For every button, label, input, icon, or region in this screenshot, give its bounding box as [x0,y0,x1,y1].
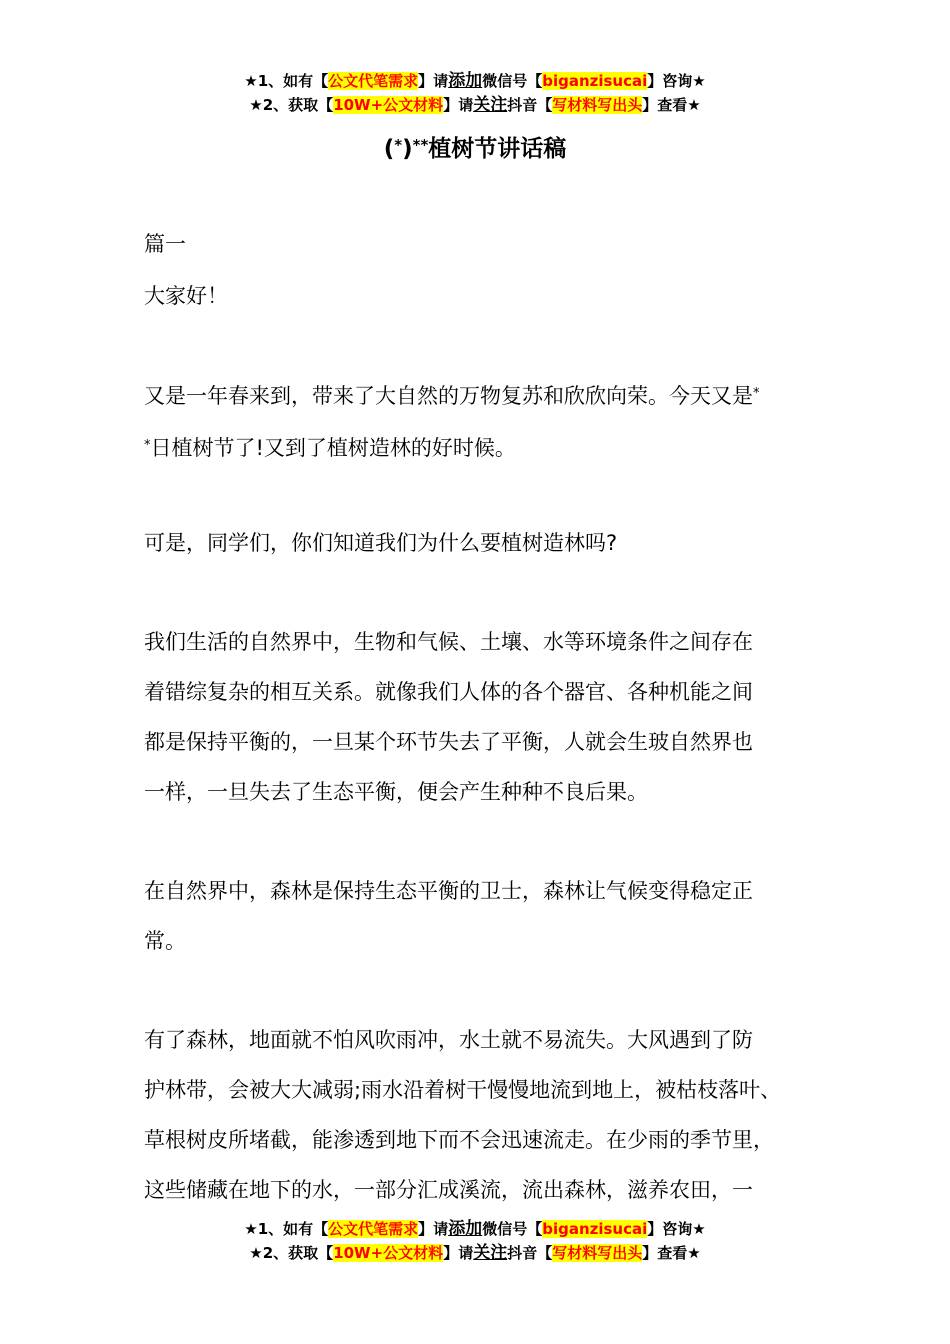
banner-text: 】咨询★ [647,72,706,90]
paragraph-line: 都是保持平衡的，一旦某个环节失去了平衡，人就会生玻自然界也 [144,730,753,754]
highlight-materials: 10W+公文材料 [333,1244,444,1262]
banner-text: 抖音【 [507,1244,553,1262]
paragraph-line: 我们生活的自然界中，生物和气候、土壤、水等环境条件之间存在 [144,630,753,654]
banner-text: 】查看★ [642,96,701,114]
banner-text: 】咨询★ [647,1220,706,1238]
paragraph-line: 草根树皮所堵截，能渗透到地下而不会迅速流走。在少雨的季节里， [144,1128,774,1152]
banner-text: 微信号【 [482,1220,543,1238]
banner-text: 】请 [418,1220,449,1238]
title-part: ( [383,136,395,162]
emphasis-add: 添加 [448,71,483,91]
highlight-wechat-id[interactable]: biganzisucai [542,72,648,90]
banner-text: 】请 [443,96,474,114]
highlight-materials: 10W+公文材料 [333,96,444,114]
line-text: 日植树节了!又到了植树造林的好时候。 [150,436,516,460]
paragraph-3 [144,617,834,817]
emphasis-follow: 关注 [473,1243,508,1263]
paragraph-1 [144,369,834,473]
title-placeholder: ** [412,136,429,154]
highlight-wechat-id[interactable]: biganzisucai [542,1220,648,1238]
banner-text: 微信号【 [482,72,543,90]
title-part: ) [402,136,413,162]
date-placeholder: * [753,386,760,401]
paragraph-line: 一样，一旦失去了生态平衡，便会产生种种不良后果。 [144,780,648,804]
banner-line-1 [0,69,950,93]
greeting-block [144,271,834,321]
paragraph-line: 有了森林，地面就不怕风吹雨冲，水土就不易流失。大风遇到了防 [144,1028,753,1052]
emphasis-add: 添加 [448,1219,483,1239]
section-label: 篇一 [144,232,186,256]
line-text: 又是一年春来到，带来了大自然的万物复苏和欣欣向荣。今天又是 [144,384,753,408]
banner-text: 】查看★ [642,1244,701,1262]
paragraph-line: 常。 [144,929,186,953]
title-text: 植树节讲话稿 [428,136,567,162]
banner-text: ★1、如有【 [244,1220,329,1238]
highlight-douyin-account[interactable]: 写材料写出头 [552,96,643,114]
paragraph-line: 着错综复杂的相互关系。就像我们人体的各个器官、各种机能之间 [144,680,753,704]
title-placeholder: * [394,136,403,154]
greeting: 大家好！ [144,284,228,308]
banner-text: 抖音【 [507,96,553,114]
paragraph-line: 护林带，会被大大减弱;雨水沿着树干慢慢地流到地上，被枯枝落叶、 [144,1078,782,1102]
paragraph-line: 在自然界中，森林是保持生态平衡的卫士，森林让气候变得稳定正 [144,879,753,903]
banner-text: ★2、获取【 [249,96,334,114]
banner-line-1 [0,1217,950,1241]
highlight-service: 公文代笔需求 [328,72,419,90]
highlight-service: 公文代笔需求 [328,1220,419,1238]
banner-line-2 [0,93,950,117]
document-title [0,128,950,166]
banner-line-2 [0,1241,950,1265]
date-placeholder: * [144,438,151,453]
bottom-banner [0,1217,950,1265]
paragraph-2 [144,518,834,568]
speech-section-heading [144,219,834,269]
top-banner [0,69,950,117]
banner-text: ★2、获取【 [249,1244,334,1262]
paragraph-line: 这些储藏在地下的水，一部分汇成溪流，流出森林，滋养农田，一 [144,1178,753,1202]
banner-text: 】请 [418,72,449,90]
paragraph-5 [144,1015,834,1215]
paragraph-line: 可是，同学们，你们知道我们为什么要植树造林吗? [144,531,618,555]
paragraph-line [144,421,834,473]
banner-text: 】请 [443,1244,474,1262]
paragraph-4 [144,866,834,966]
banner-text: ★1、如有【 [244,72,329,90]
highlight-douyin-account[interactable]: 写材料写出头 [552,1244,643,1262]
paragraph-line [144,369,834,421]
emphasis-follow: 关注 [473,95,508,115]
